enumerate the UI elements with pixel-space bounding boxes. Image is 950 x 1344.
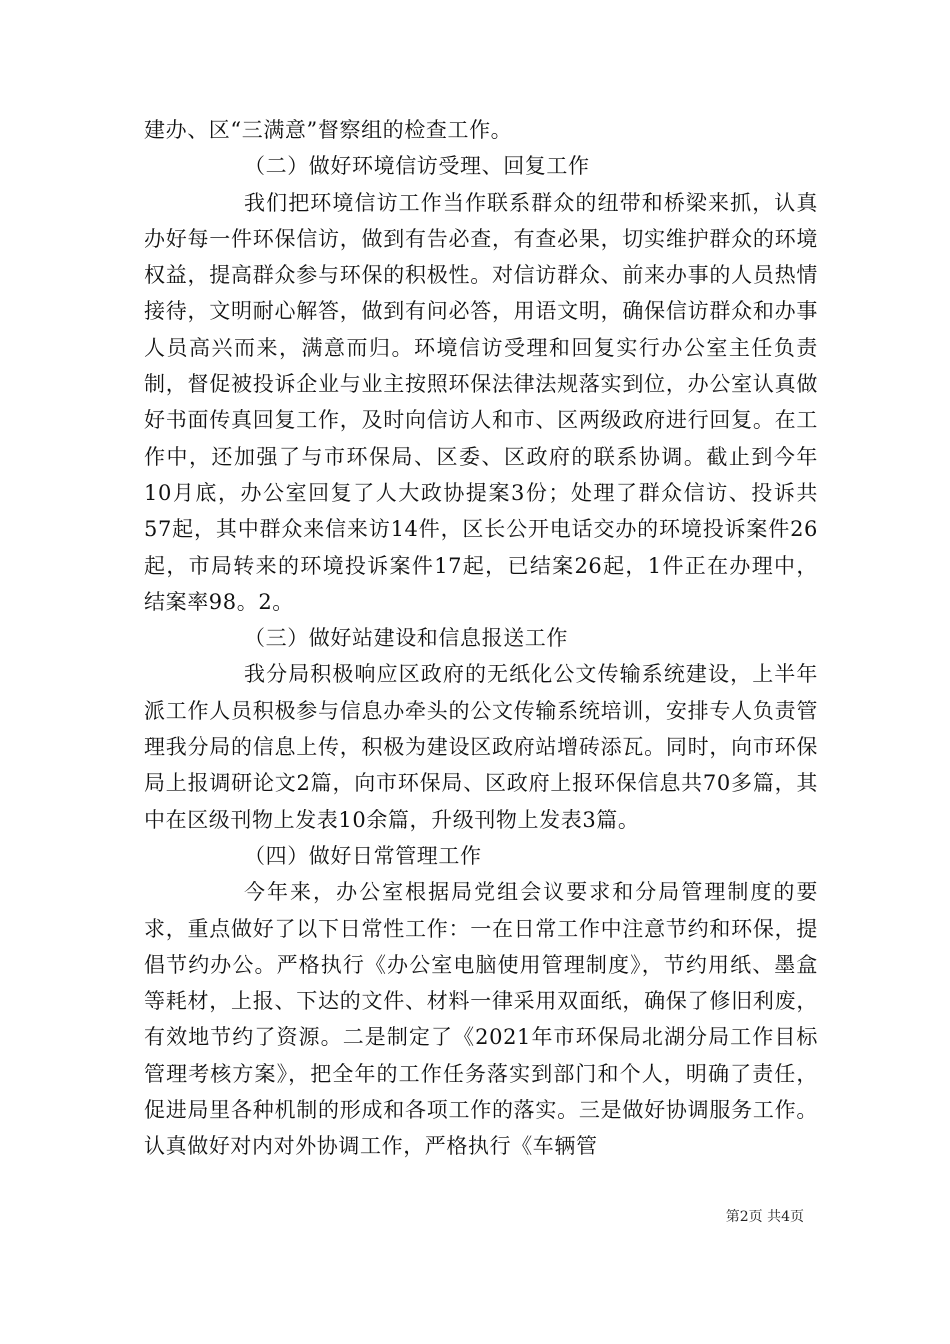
section-heading-2: （二）做好环境信访受理、回复工作 <box>244 154 590 179</box>
lead-line: 建办、区“三满意”督察组的检查工作。 <box>144 118 513 142</box>
section-heading-3: （三）做好站建设和信息报送工作 <box>244 626 568 651</box>
document-body <box>144 112 818 1165</box>
section-paragraph-2: 我们把环境信访工作当作联系群众的纽带和桥梁来抓，认真办好每一件环保信访，做到有告必查，有查必果，切实维护群众的环境权益，提高群众参与环保的积极性。对信访群众、前来办事的人员热情接待，文明耐心解答，做到有问必答，用语文明，确保信访群众和办事人员高兴而来，满意而归。环境信访受理和回复实行办公室主任负责制，督促被投诉企业与业主按照环保法律法规落实到位，办公室认真做好书面传真回复工作，及时向信访人和市、区两级政府进行回复。在工作中，还加强了与市环保局、区委、区政府的联系协调。截止到今年10月底，办公室回复了人大政协提案3份；处理了群众信访、投诉共57起，其中群众来信来访14件，区长公开电话交办的环境投诉案件26起，市局转来的环境投诉案件17起，已结案26起，1件正在办理中，结案率98。2。 <box>144 190 818 614</box>
page-number: 第2页 共4页 <box>725 1209 804 1225</box>
section-heading-4: （四）做好日常管理工作 <box>244 843 482 868</box>
section-paragraph-3: 我分局积极响应区政府的无纸化公文传输系统建设，上半年派工作人员积极参与信息办牵头的公文传输系统培训，安排专人负责管理我分局的信息上传，积极为建设区政府站增砖添瓦。同时，向市环保局上报调研论文2篇，向市环保局、区政府上报环保信息共70多篇，其中在区级刊物上发表10余篇，升级刊物上发表3篇。 <box>144 662 818 832</box>
section-paragraph-4: 今年来，办公室根据局党组会议要求和分局管理制度的要求，重点做好了以下日常性工作：一在日常工作中注意节约和环保，提倡节约办公。严格执行《办公室电脑使用管理制度》，节约用纸、墨盒等耗材，上报、下达的文件、材料一律采用双面纸，确保了修旧利废，有效地节约了资源。二是制定了《2021年市环保局北湖分局工作目标管理考核方案》，把全年的工作任务落实到部门和个人，明确了责任，促进局里各种机制的形成和各项工作的落实。三是做好协调服务工作。认真做好对内对外协调工作，严格执行《车辆管 <box>144 880 818 1159</box>
